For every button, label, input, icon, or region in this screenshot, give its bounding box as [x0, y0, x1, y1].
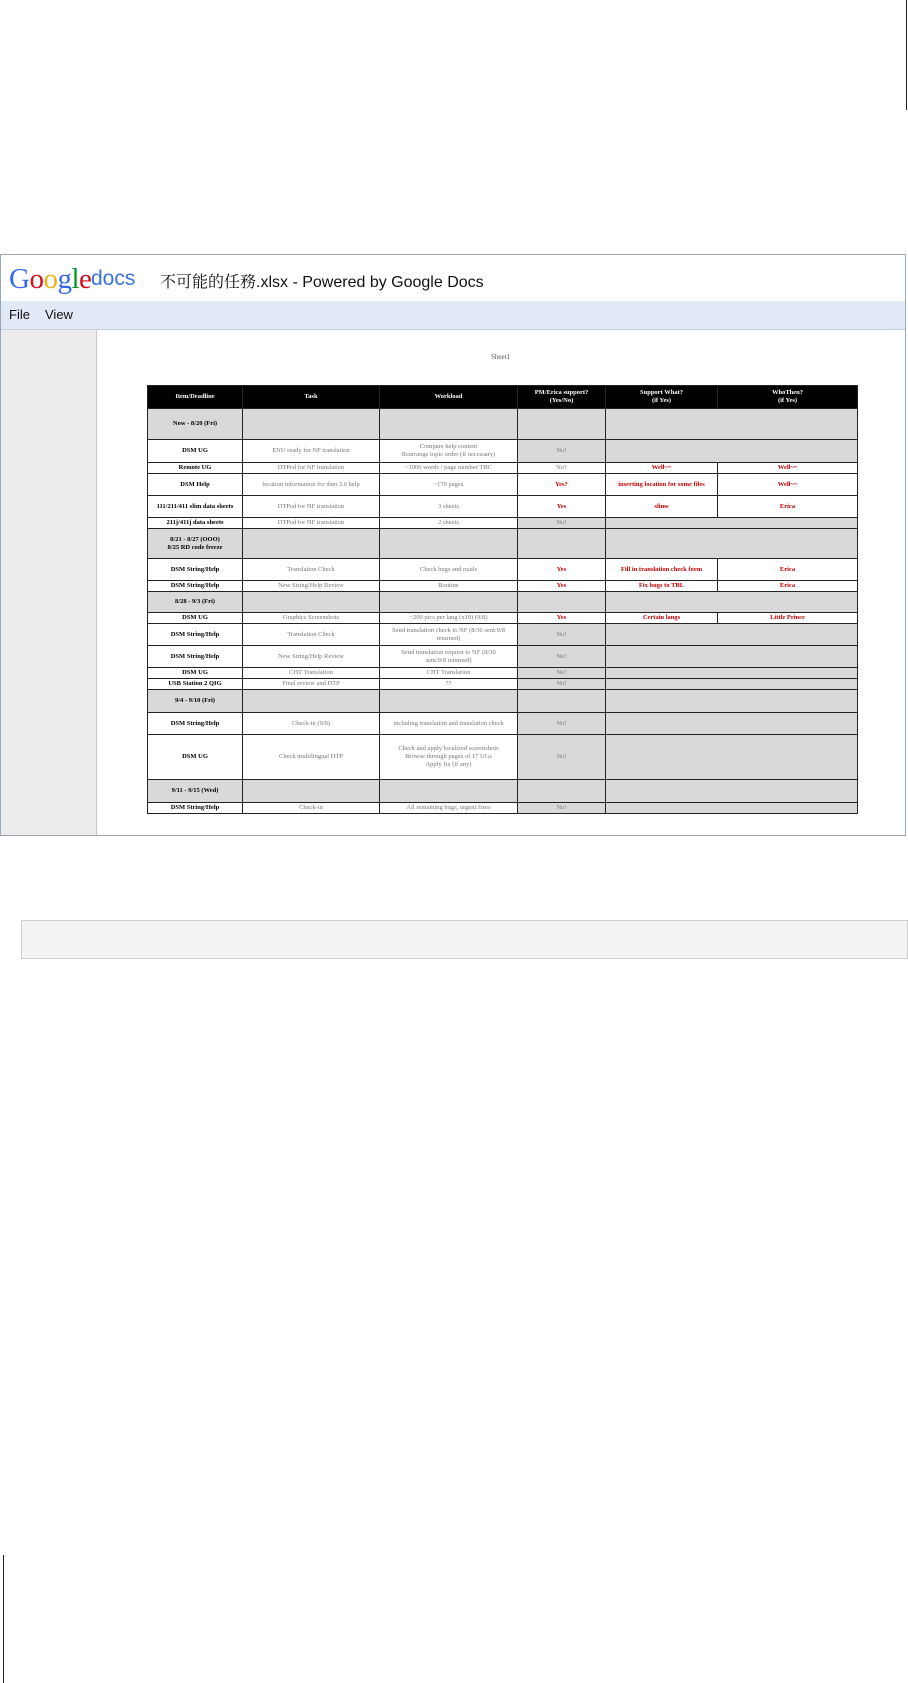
table-row: DSM UG Graphics Screenshots ~200 pics per lang (x19) (9/8) Yes Certain langs Little Prince — [148, 613, 858, 624]
table-row: DSM UG Check multilingual DTP Check and apply localized screenshots Browse through pages of 17 UGs Apply fix (if any) No! — [148, 735, 858, 780]
table-row: DSM String/Help Translation Check Check bugs and mails Yes Fill in translation check form Erica — [148, 559, 858, 581]
menu-view[interactable]: View — [45, 307, 73, 322]
header-support-what: Support What? (if Yes) — [606, 386, 718, 409]
table-row: DSM UG ENU ready for NF translation Compare help content Rearrange topic order (if necessary) No! — [148, 440, 858, 463]
header-who-then: WhoThen? (if Yes) — [718, 386, 858, 409]
google-docs-viewer — [0, 254, 906, 836]
page-edge-line — [3, 1555, 4, 1683]
docs-logo-text: docs — [91, 267, 136, 290]
sheet-name: Sheet1 — [491, 353, 511, 361]
document-title: 不可能的任務.xlsx - Powered by Google Docs — [160, 274, 484, 291]
section-label: 8/21 - 8/27 (OOO) 8/25 RD code freeze — [148, 529, 243, 559]
header-pm-support: PM/Erica support? (Yes/No) — [518, 386, 606, 409]
table-row: DSM String/Help Check-in (9/8) including translation and translation check No! — [148, 713, 858, 735]
section-label: 8/28 - 9/3 (Fri) — [148, 592, 243, 613]
table-row: DSM UG CHT Translation CHT Translation No! — [148, 668, 858, 679]
section-label: Now - 8/20 (Fri) — [148, 409, 243, 440]
sheet-area[interactable] — [97, 330, 905, 835]
side-panel — [1, 330, 97, 835]
menu-bar — [1, 301, 905, 330]
bottom-bar — [21, 920, 908, 959]
spreadsheet-table — [147, 385, 858, 814]
header-task: Task — [243, 386, 380, 409]
section-row — [148, 780, 858, 803]
table-row: DSM String/Help New String/Help Review Send translation request to NF (8/30 sent:9/8 returned) No! — [148, 646, 858, 668]
table-row: DSM String/Help Translation Check Send translation check to NF (8/30 sent:9/8 returned) No! — [148, 624, 858, 646]
table-row: DSM String/Help New String/Help Review Routine Yes Fix bugs to TBL Erica — [148, 581, 858, 592]
table-row: USB Station 2 QIG Final review and DTP ?? No! — [148, 679, 858, 690]
section-row — [148, 690, 858, 713]
table-row: Remote UG DTPed for NF translation ~1000 words / page number TBC No? Well~~ Well~~ — [148, 463, 858, 474]
section-row — [148, 409, 858, 440]
section-row — [148, 592, 858, 613]
section-label: 9/11 - 9/15 (Wed) — [148, 780, 243, 803]
section-row — [148, 529, 858, 559]
header-row — [148, 386, 858, 409]
section-label: 9/4 - 9/10 (Fri) — [148, 690, 243, 713]
table-row: DSM Help location information for dsm 3.0 help ~170 pages Yes? inserting location for some files Well~~ — [148, 474, 858, 496]
viewer-header — [1, 255, 905, 302]
table-row: 211j/411j data sheets DTPed for NF translation 2 sheets No! — [148, 518, 858, 529]
google-logo: Google — [9, 263, 92, 295]
table-row: 111/211/411 slim data sheets DTPed for NF translation 3 sheets Yes slims Erica — [148, 496, 858, 518]
header-item: Item/Deadline — [148, 386, 243, 409]
page-edge-line — [906, 0, 907, 110]
menu-file[interactable]: File — [9, 307, 30, 322]
table-row: DSM String/Help Check-in All remaining bugs, urgent fixes No! — [148, 803, 858, 814]
header-workload: Workload — [380, 386, 518, 409]
